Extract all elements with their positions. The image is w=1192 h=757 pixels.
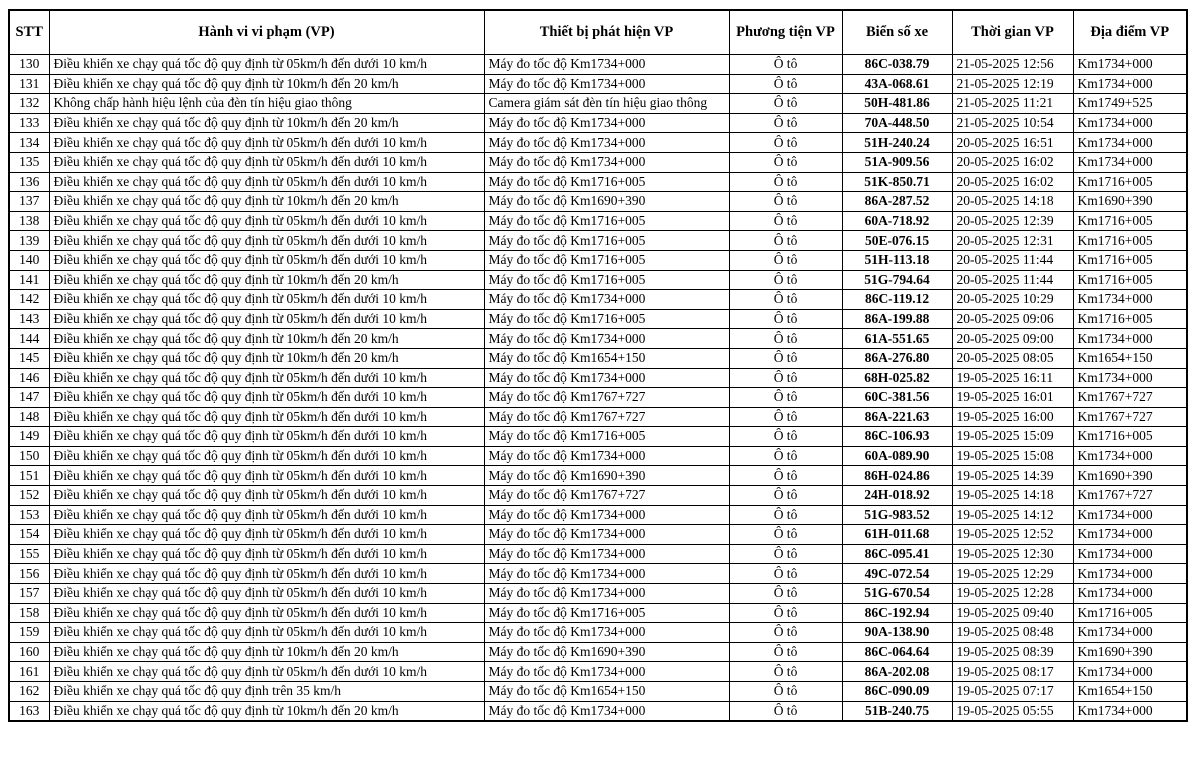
cell-device: Máy đo tốc độ Km1690+390 xyxy=(484,192,729,212)
cell-time: 20-05-2025 16:51 xyxy=(952,133,1073,153)
cell-location: Km1654+150 xyxy=(1073,348,1187,368)
cell-time: 19-05-2025 12:30 xyxy=(952,544,1073,564)
cell-time: 20-05-2025 12:31 xyxy=(952,231,1073,251)
cell-vehicle: Ô tô xyxy=(729,407,842,427)
table-row xyxy=(9,466,1187,486)
cell-plate: 68H-025.82 xyxy=(842,368,952,388)
cell-device: Máy đo tốc độ Km1734+000 xyxy=(484,584,729,604)
cell-vehicle: Ô tô xyxy=(729,231,842,251)
cell-location: Km1734+000 xyxy=(1073,525,1187,545)
cell-vehicle: Ô tô xyxy=(729,584,842,604)
cell-location: Km1716+005 xyxy=(1073,231,1187,251)
cell-device: Máy đo tốc độ Km1690+390 xyxy=(484,642,729,662)
table-row xyxy=(9,446,1187,466)
cell-time: 21-05-2025 10:54 xyxy=(952,113,1073,133)
cell-time: 20-05-2025 11:44 xyxy=(952,250,1073,270)
cell-time: 19-05-2025 12:52 xyxy=(952,525,1073,545)
cell-stt: 158 xyxy=(9,603,49,623)
table-row xyxy=(9,329,1187,349)
cell-violation: Không chấp hành hiệu lệnh của đèn tín hiệu giao thông xyxy=(49,94,484,114)
cell-vehicle: Ô tô xyxy=(729,211,842,231)
cell-location: Km1716+005 xyxy=(1073,309,1187,329)
cell-plate: 50E-076.15 xyxy=(842,231,952,251)
cell-vehicle: Ô tô xyxy=(729,329,842,349)
cell-violation: Điều khiển xe chạy quá tốc độ quy định từ 05km/h đến dưới 10 km/h xyxy=(49,368,484,388)
cell-plate: 86C-119.12 xyxy=(842,290,952,310)
cell-stt: 163 xyxy=(9,701,49,721)
cell-violation: Điều khiển xe chạy quá tốc độ quy định từ 10km/h đến 20 km/h xyxy=(49,74,484,94)
cell-vehicle: Ô tô xyxy=(729,309,842,329)
cell-stt: 145 xyxy=(9,348,49,368)
cell-stt: 153 xyxy=(9,505,49,525)
cell-time: 19-05-2025 12:28 xyxy=(952,584,1073,604)
cell-location: Km1734+000 xyxy=(1073,152,1187,172)
cell-location: Km1734+000 xyxy=(1073,368,1187,388)
cell-vehicle: Ô tô xyxy=(729,55,842,75)
cell-device: Máy đo tốc độ Km1734+000 xyxy=(484,544,729,564)
table-row xyxy=(9,407,1187,427)
cell-plate: 50H-481.86 xyxy=(842,94,952,114)
cell-location: Km1734+000 xyxy=(1073,662,1187,682)
cell-time: 20-05-2025 16:02 xyxy=(952,152,1073,172)
cell-time: 19-05-2025 08:48 xyxy=(952,623,1073,643)
header-cell-plate: Biển số xe xyxy=(842,10,952,55)
cell-plate: 60A-718.92 xyxy=(842,211,952,231)
table-row xyxy=(9,133,1187,153)
cell-time: 19-05-2025 14:39 xyxy=(952,466,1073,486)
cell-location: Km1767+727 xyxy=(1073,486,1187,506)
cell-stt: 148 xyxy=(9,407,49,427)
cell-device: Máy đo tốc độ Km1716+005 xyxy=(484,270,729,290)
cell-plate: 51G-983.52 xyxy=(842,505,952,525)
cell-device: Máy đo tốc độ Km1690+390 xyxy=(484,466,729,486)
table-row xyxy=(9,113,1187,133)
cell-time: 19-05-2025 16:01 xyxy=(952,388,1073,408)
cell-stt: 140 xyxy=(9,250,49,270)
cell-violation: Điều khiển xe chạy quá tốc độ quy định từ 10km/h đến 20 km/h xyxy=(49,270,484,290)
table-row xyxy=(9,348,1187,368)
cell-time: 21-05-2025 12:19 xyxy=(952,74,1073,94)
cell-violation: Điều khiển xe chạy quá tốc độ quy định từ 05km/h đến dưới 10 km/h xyxy=(49,486,484,506)
cell-violation: Điều khiển xe chạy quá tốc độ quy định từ 10km/h đến 20 km/h xyxy=(49,642,484,662)
cell-stt: 136 xyxy=(9,172,49,192)
cell-plate: 61A-551.65 xyxy=(842,329,952,349)
cell-violation: Điều khiển xe chạy quá tốc độ quy định từ 05km/h đến dưới 10 km/h xyxy=(49,662,484,682)
table-row xyxy=(9,662,1187,682)
cell-device: Máy đo tốc độ Km1654+150 xyxy=(484,682,729,702)
cell-stt: 141 xyxy=(9,270,49,290)
table-row xyxy=(9,192,1187,212)
cell-plate: 61H-011.68 xyxy=(842,525,952,545)
cell-location: Km1716+005 xyxy=(1073,211,1187,231)
cell-vehicle: Ô tô xyxy=(729,427,842,447)
cell-violation: Điều khiển xe chạy quá tốc độ quy định từ 05km/h đến dưới 10 km/h xyxy=(49,55,484,75)
cell-stt: 134 xyxy=(9,133,49,153)
cell-device: Máy đo tốc độ Km1734+000 xyxy=(484,525,729,545)
cell-violation: Điều khiển xe chạy quá tốc độ quy định từ 05km/h đến dưới 10 km/h xyxy=(49,152,484,172)
table-row xyxy=(9,172,1187,192)
cell-vehicle: Ô tô xyxy=(729,701,842,721)
cell-plate: 51A-909.56 xyxy=(842,152,952,172)
cell-time: 20-05-2025 10:29 xyxy=(952,290,1073,310)
cell-stt: 161 xyxy=(9,662,49,682)
table-row xyxy=(9,427,1187,447)
cell-device: Máy đo tốc độ Km1734+000 xyxy=(484,446,729,466)
cell-violation: Điều khiển xe chạy quá tốc độ quy định từ 05km/h đến dưới 10 km/h xyxy=(49,603,484,623)
cell-location: Km1767+727 xyxy=(1073,388,1187,408)
cell-stt: 135 xyxy=(9,152,49,172)
cell-vehicle: Ô tô xyxy=(729,388,842,408)
cell-vehicle: Ô tô xyxy=(729,466,842,486)
cell-plate: 86C-192.94 xyxy=(842,603,952,623)
cell-plate: 86A-199.88 xyxy=(842,309,952,329)
table-header xyxy=(9,10,1187,55)
header-cell-device: Thiết bị phát hiện VP xyxy=(484,10,729,55)
cell-vehicle: Ô tô xyxy=(729,74,842,94)
cell-device: Máy đo tốc độ Km1716+005 xyxy=(484,427,729,447)
cell-violation: Điều khiển xe chạy quá tốc độ quy định từ 05km/h đến dưới 10 km/h xyxy=(49,231,484,251)
cell-plate: 86C-090.09 xyxy=(842,682,952,702)
cell-plate: 86A-287.52 xyxy=(842,192,952,212)
cell-location: Km1716+005 xyxy=(1073,270,1187,290)
cell-violation: Điều khiển xe chạy quá tốc độ quy định từ 05km/h đến dưới 10 km/h xyxy=(49,388,484,408)
cell-vehicle: Ô tô xyxy=(729,623,842,643)
cell-violation: Điều khiển xe chạy quá tốc độ quy định trên 35 km/h xyxy=(49,682,484,702)
cell-time: 20-05-2025 16:02 xyxy=(952,172,1073,192)
cell-violation: Điều khiển xe chạy quá tốc độ quy định từ 05km/h đến dưới 10 km/h xyxy=(49,525,484,545)
cell-location: Km1767+727 xyxy=(1073,407,1187,427)
cell-device: Máy đo tốc độ Km1734+000 xyxy=(484,55,729,75)
cell-vehicle: Ô tô xyxy=(729,446,842,466)
table-body xyxy=(9,55,1187,722)
cell-device: Máy đo tốc độ Km1716+005 xyxy=(484,231,729,251)
cell-location: Km1734+000 xyxy=(1073,584,1187,604)
cell-stt: 160 xyxy=(9,642,49,662)
cell-plate: 90A-138.90 xyxy=(842,623,952,643)
cell-location: Km1734+000 xyxy=(1073,133,1187,153)
table-row xyxy=(9,309,1187,329)
cell-stt: 132 xyxy=(9,94,49,114)
cell-time: 19-05-2025 14:18 xyxy=(952,486,1073,506)
cell-location: Km1734+000 xyxy=(1073,329,1187,349)
cell-time: 19-05-2025 14:12 xyxy=(952,505,1073,525)
cell-vehicle: Ô tô xyxy=(729,368,842,388)
cell-vehicle: Ô tô xyxy=(729,94,842,114)
cell-time: 21-05-2025 11:21 xyxy=(952,94,1073,114)
cell-location: Km1690+390 xyxy=(1073,192,1187,212)
cell-stt: 139 xyxy=(9,231,49,251)
cell-time: 19-05-2025 08:17 xyxy=(952,662,1073,682)
cell-device: Máy đo tốc độ Km1734+000 xyxy=(484,662,729,682)
cell-time: 20-05-2025 12:39 xyxy=(952,211,1073,231)
table-row xyxy=(9,94,1187,114)
cell-device: Máy đo tốc độ Km1734+000 xyxy=(484,74,729,94)
cell-stt: 130 xyxy=(9,55,49,75)
cell-vehicle: Ô tô xyxy=(729,486,842,506)
table-row xyxy=(9,486,1187,506)
cell-vehicle: Ô tô xyxy=(729,270,842,290)
cell-violation: Điều khiển xe chạy quá tốc độ quy định từ 05km/h đến dưới 10 km/h xyxy=(49,407,484,427)
cell-location: Km1690+390 xyxy=(1073,466,1187,486)
cell-time: 19-05-2025 07:17 xyxy=(952,682,1073,702)
cell-device: Máy đo tốc độ Km1734+000 xyxy=(484,290,729,310)
cell-vehicle: Ô tô xyxy=(729,133,842,153)
cell-time: 20-05-2025 14:18 xyxy=(952,192,1073,212)
cell-device: Máy đo tốc độ Km1767+727 xyxy=(484,486,729,506)
cell-violation: Điều khiển xe chạy quá tốc độ quy định từ 05km/h đến dưới 10 km/h xyxy=(49,564,484,584)
cell-plate: 51B-240.75 xyxy=(842,701,952,721)
cell-stt: 146 xyxy=(9,368,49,388)
cell-stt: 155 xyxy=(9,544,49,564)
cell-vehicle: Ô tô xyxy=(729,290,842,310)
header-cell-vehicle: Phương tiện VP xyxy=(729,10,842,55)
cell-time: 20-05-2025 08:05 xyxy=(952,348,1073,368)
header-cell-stt: STT xyxy=(9,10,49,55)
cell-violation: Điều khiển xe chạy quá tốc độ quy định từ 05km/h đến dưới 10 km/h xyxy=(49,505,484,525)
cell-stt: 152 xyxy=(9,486,49,506)
cell-time: 21-05-2025 12:56 xyxy=(952,55,1073,75)
cell-violation: Điều khiển xe chạy quá tốc độ quy định từ 05km/h đến dưới 10 km/h xyxy=(49,309,484,329)
cell-vehicle: Ô tô xyxy=(729,192,842,212)
cell-plate: 51H-113.18 xyxy=(842,250,952,270)
cell-location: Km1734+000 xyxy=(1073,505,1187,525)
table-row xyxy=(9,250,1187,270)
cell-plate: 70A-448.50 xyxy=(842,113,952,133)
cell-vehicle: Ô tô xyxy=(729,172,842,192)
cell-stt: 142 xyxy=(9,290,49,310)
cell-time: 20-05-2025 09:00 xyxy=(952,329,1073,349)
cell-plate: 51G-794.64 xyxy=(842,270,952,290)
table-row xyxy=(9,603,1187,623)
cell-stt: 151 xyxy=(9,466,49,486)
header-cell-time: Thời gian VP xyxy=(952,10,1073,55)
cell-stt: 154 xyxy=(9,525,49,545)
cell-device: Máy đo tốc độ Km1734+000 xyxy=(484,113,729,133)
violations-table xyxy=(8,9,1188,722)
table-row xyxy=(9,544,1187,564)
cell-vehicle: Ô tô xyxy=(729,682,842,702)
cell-violation: Điều khiển xe chạy quá tốc độ quy định từ 05km/h đến dưới 10 km/h xyxy=(49,584,484,604)
cell-device: Máy đo tốc độ Km1734+000 xyxy=(484,623,729,643)
cell-stt: 159 xyxy=(9,623,49,643)
cell-vehicle: Ô tô xyxy=(729,603,842,623)
cell-device: Máy đo tốc độ Km1734+000 xyxy=(484,368,729,388)
cell-plate: 51K-850.71 xyxy=(842,172,952,192)
cell-violation: Điều khiển xe chạy quá tốc độ quy định từ 05km/h đến dưới 10 km/h xyxy=(49,290,484,310)
cell-stt: 137 xyxy=(9,192,49,212)
cell-device: Máy đo tốc độ Km1716+005 xyxy=(484,172,729,192)
cell-time: 19-05-2025 16:00 xyxy=(952,407,1073,427)
cell-plate: 86H-024.86 xyxy=(842,466,952,486)
table-row xyxy=(9,682,1187,702)
cell-device: Camera giám sát đèn tín hiệu giao thông xyxy=(484,94,729,114)
cell-stt: 131 xyxy=(9,74,49,94)
cell-stt: 156 xyxy=(9,564,49,584)
cell-location: Km1716+005 xyxy=(1073,603,1187,623)
cell-stt: 149 xyxy=(9,427,49,447)
cell-stt: 138 xyxy=(9,211,49,231)
header-row xyxy=(9,10,1187,55)
cell-device: Máy đo tốc độ Km1716+005 xyxy=(484,309,729,329)
cell-time: 19-05-2025 09:40 xyxy=(952,603,1073,623)
cell-violation: Điều khiển xe chạy quá tốc độ quy định từ 05km/h đến dưới 10 km/h xyxy=(49,211,484,231)
cell-time: 20-05-2025 11:44 xyxy=(952,270,1073,290)
table-row xyxy=(9,701,1187,721)
cell-stt: 143 xyxy=(9,309,49,329)
cell-location: Km1690+390 xyxy=(1073,642,1187,662)
cell-stt: 162 xyxy=(9,682,49,702)
cell-violation: Điều khiển xe chạy quá tốc độ quy định từ 05km/h đến dưới 10 km/h xyxy=(49,427,484,447)
cell-device: Máy đo tốc độ Km1734+000 xyxy=(484,701,729,721)
cell-stt: 147 xyxy=(9,388,49,408)
cell-violation: Điều khiển xe chạy quá tốc độ quy định từ 05km/h đến dưới 10 km/h xyxy=(49,133,484,153)
cell-time: 19-05-2025 05:55 xyxy=(952,701,1073,721)
cell-plate: 86A-276.80 xyxy=(842,348,952,368)
cell-plate: 86A-202.08 xyxy=(842,662,952,682)
cell-stt: 133 xyxy=(9,113,49,133)
cell-violation: Điều khiển xe chạy quá tốc độ quy định từ 05km/h đến dưới 10 km/h xyxy=(49,172,484,192)
cell-violation: Điều khiển xe chạy quá tốc độ quy định từ 10km/h đến 20 km/h xyxy=(49,113,484,133)
cell-location: Km1734+000 xyxy=(1073,113,1187,133)
cell-device: Máy đo tốc độ Km1734+000 xyxy=(484,152,729,172)
cell-vehicle: Ô tô xyxy=(729,642,842,662)
cell-time: 19-05-2025 08:39 xyxy=(952,642,1073,662)
cell-time: 20-05-2025 09:06 xyxy=(952,309,1073,329)
cell-device: Máy đo tốc độ Km1734+000 xyxy=(484,329,729,349)
table-row xyxy=(9,623,1187,643)
table-row xyxy=(9,505,1187,525)
cell-time: 19-05-2025 16:11 xyxy=(952,368,1073,388)
cell-location: Km1734+000 xyxy=(1073,623,1187,643)
cell-vehicle: Ô tô xyxy=(729,564,842,584)
cell-plate: 86A-221.63 xyxy=(842,407,952,427)
cell-plate: 86C-095.41 xyxy=(842,544,952,564)
cell-plate: 86C-064.64 xyxy=(842,642,952,662)
table-row xyxy=(9,270,1187,290)
cell-plate: 60A-089.90 xyxy=(842,446,952,466)
cell-plate: 49C-072.54 xyxy=(842,564,952,584)
cell-violation: Điều khiển xe chạy quá tốc độ quy định từ 10km/h đến 20 km/h xyxy=(49,192,484,212)
cell-device: Máy đo tốc độ Km1716+005 xyxy=(484,211,729,231)
cell-plate: 86C-106.93 xyxy=(842,427,952,447)
cell-location: Km1749+525 xyxy=(1073,94,1187,114)
cell-time: 19-05-2025 15:08 xyxy=(952,446,1073,466)
cell-location: Km1734+000 xyxy=(1073,564,1187,584)
table-row xyxy=(9,231,1187,251)
table-row xyxy=(9,152,1187,172)
cell-location: Km1716+005 xyxy=(1073,172,1187,192)
cell-stt: 157 xyxy=(9,584,49,604)
cell-plate: 43A-068.61 xyxy=(842,74,952,94)
cell-vehicle: Ô tô xyxy=(729,113,842,133)
table-row xyxy=(9,74,1187,94)
table-row xyxy=(9,564,1187,584)
header-cell-location: Địa điểm VP xyxy=(1073,10,1187,55)
cell-violation: Điều khiển xe chạy quá tốc độ quy định từ 05km/h đến dưới 10 km/h xyxy=(49,544,484,564)
cell-device: Máy đo tốc độ Km1767+727 xyxy=(484,407,729,427)
cell-stt: 144 xyxy=(9,329,49,349)
cell-location: Km1716+005 xyxy=(1073,427,1187,447)
cell-vehicle: Ô tô xyxy=(729,544,842,564)
cell-violation: Điều khiển xe chạy quá tốc độ quy định từ 05km/h đến dưới 10 km/h xyxy=(49,250,484,270)
table-row xyxy=(9,525,1187,545)
cell-plate: 51H-240.24 xyxy=(842,133,952,153)
header-cell-violation: Hành vi vi phạm (VP) xyxy=(49,10,484,55)
cell-vehicle: Ô tô xyxy=(729,525,842,545)
cell-vehicle: Ô tô xyxy=(729,348,842,368)
cell-plate: 60C-381.56 xyxy=(842,388,952,408)
table-row xyxy=(9,290,1187,310)
table-row xyxy=(9,211,1187,231)
cell-location: Km1716+005 xyxy=(1073,250,1187,270)
cell-vehicle: Ô tô xyxy=(729,250,842,270)
cell-time: 19-05-2025 15:09 xyxy=(952,427,1073,447)
cell-location: Km1734+000 xyxy=(1073,446,1187,466)
cell-violation: Điều khiển xe chạy quá tốc độ quy định từ 05km/h đến dưới 10 km/h xyxy=(49,466,484,486)
cell-device: Máy đo tốc độ Km1734+000 xyxy=(484,133,729,153)
cell-violation: Điều khiển xe chạy quá tốc độ quy định từ 05km/h đến dưới 10 km/h xyxy=(49,446,484,466)
cell-vehicle: Ô tô xyxy=(729,505,842,525)
cell-plate: 51G-670.54 xyxy=(842,584,952,604)
cell-plate: 24H-018.92 xyxy=(842,486,952,506)
cell-location: Km1734+000 xyxy=(1073,544,1187,564)
cell-device: Máy đo tốc độ Km1654+150 xyxy=(484,348,729,368)
cell-violation: Điều khiển xe chạy quá tốc độ quy định từ 10km/h đến 20 km/h xyxy=(49,329,484,349)
cell-device: Máy đo tốc độ Km1716+005 xyxy=(484,603,729,623)
cell-location: Km1734+000 xyxy=(1073,290,1187,310)
cell-stt: 150 xyxy=(9,446,49,466)
cell-device: Máy đo tốc độ Km1734+000 xyxy=(484,505,729,525)
table-row xyxy=(9,584,1187,604)
cell-plate: 86C-038.79 xyxy=(842,55,952,75)
table-row xyxy=(9,642,1187,662)
cell-device: Máy đo tốc độ Km1767+727 xyxy=(484,388,729,408)
table-row xyxy=(9,388,1187,408)
cell-vehicle: Ô tô xyxy=(729,662,842,682)
cell-location: Km1654+150 xyxy=(1073,682,1187,702)
cell-location: Km1734+000 xyxy=(1073,74,1187,94)
cell-time: 19-05-2025 12:29 xyxy=(952,564,1073,584)
cell-violation: Điều khiển xe chạy quá tốc độ quy định từ 05km/h đến dưới 10 km/h xyxy=(49,623,484,643)
cell-location: Km1734+000 xyxy=(1073,55,1187,75)
cell-location: Km1734+000 xyxy=(1073,701,1187,721)
cell-device: Máy đo tốc độ Km1734+000 xyxy=(484,564,729,584)
cell-device: Máy đo tốc độ Km1716+005 xyxy=(484,250,729,270)
cell-violation: Điều khiển xe chạy quá tốc độ quy định từ 10km/h đến 20 km/h xyxy=(49,701,484,721)
table-row xyxy=(9,55,1187,75)
cell-vehicle: Ô tô xyxy=(729,152,842,172)
cell-violation: Điều khiển xe chạy quá tốc độ quy định từ 10km/h đến 20 km/h xyxy=(49,348,484,368)
table-row xyxy=(9,368,1187,388)
